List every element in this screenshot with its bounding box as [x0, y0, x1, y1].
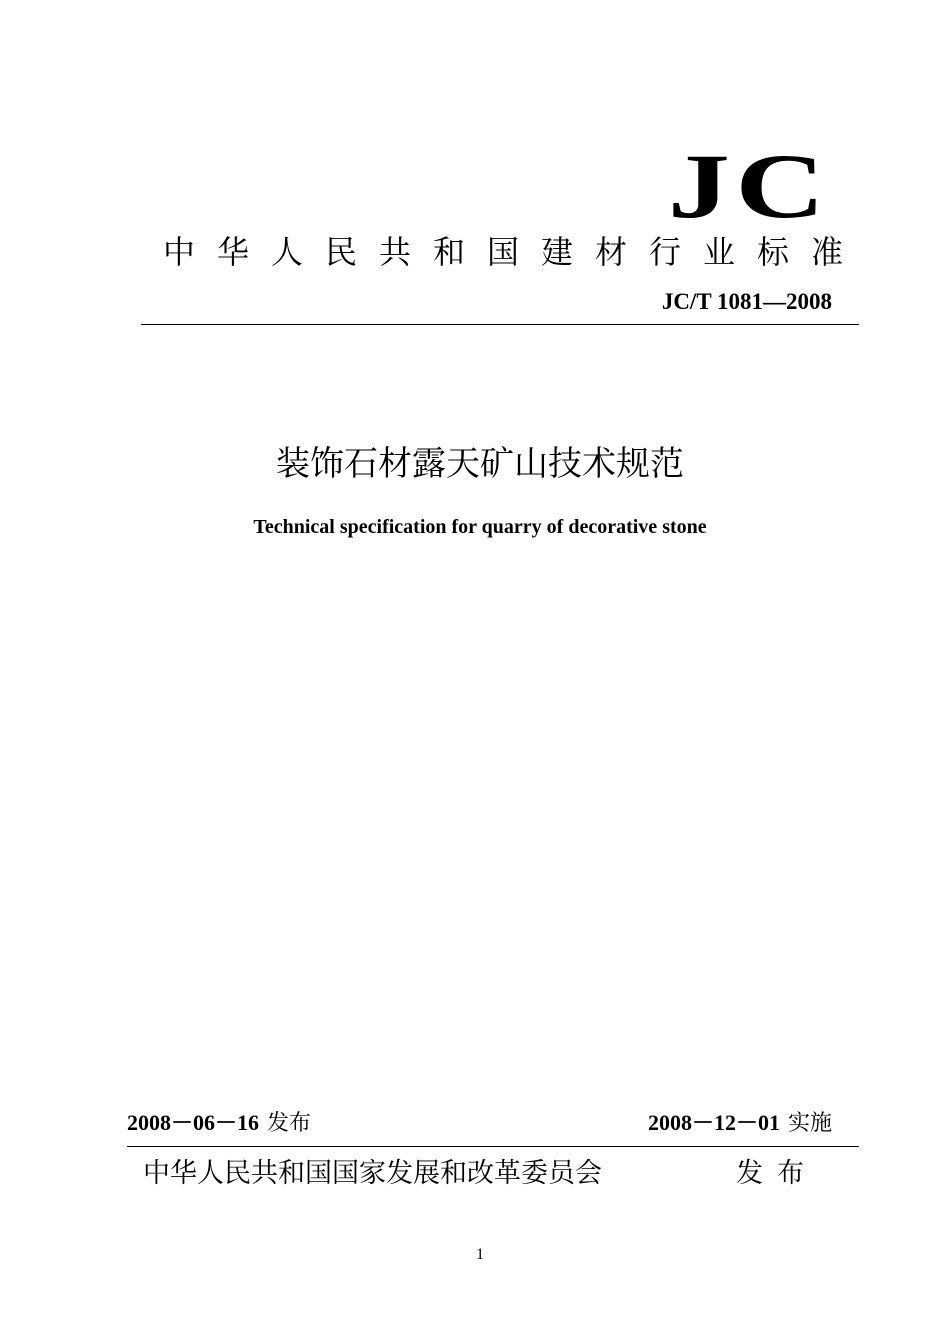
footer-divider [127, 1146, 859, 1147]
issue-label: 发布 [267, 1111, 312, 1136]
page-number: 1 [476, 1246, 484, 1263]
issuing-authority: 中华人民共和国国家发展和改革委员会 [143, 1158, 602, 1189]
effective-label: 实施 [787, 1111, 832, 1136]
effective-date: 2008－12－01 [647, 1110, 780, 1135]
header-divider [141, 324, 859, 325]
issue-date-block [127, 1108, 311, 1139]
effective-date-block [648, 1108, 832, 1139]
issuer-action: 发布 [736, 1158, 818, 1189]
document-title-en: Technical specification for quarry of decorative stone [253, 516, 707, 538]
document-title-cn: 装饰石材露天矿山技术规范 [276, 444, 684, 484]
jc-logo: JC [667, 135, 830, 237]
standard-category: 中华人民共和国建材行业标准 [163, 233, 866, 271]
standard-code: JC/T 1081—2008 [661, 289, 832, 314]
issue-date: 2008－06－16 [127, 1110, 260, 1135]
